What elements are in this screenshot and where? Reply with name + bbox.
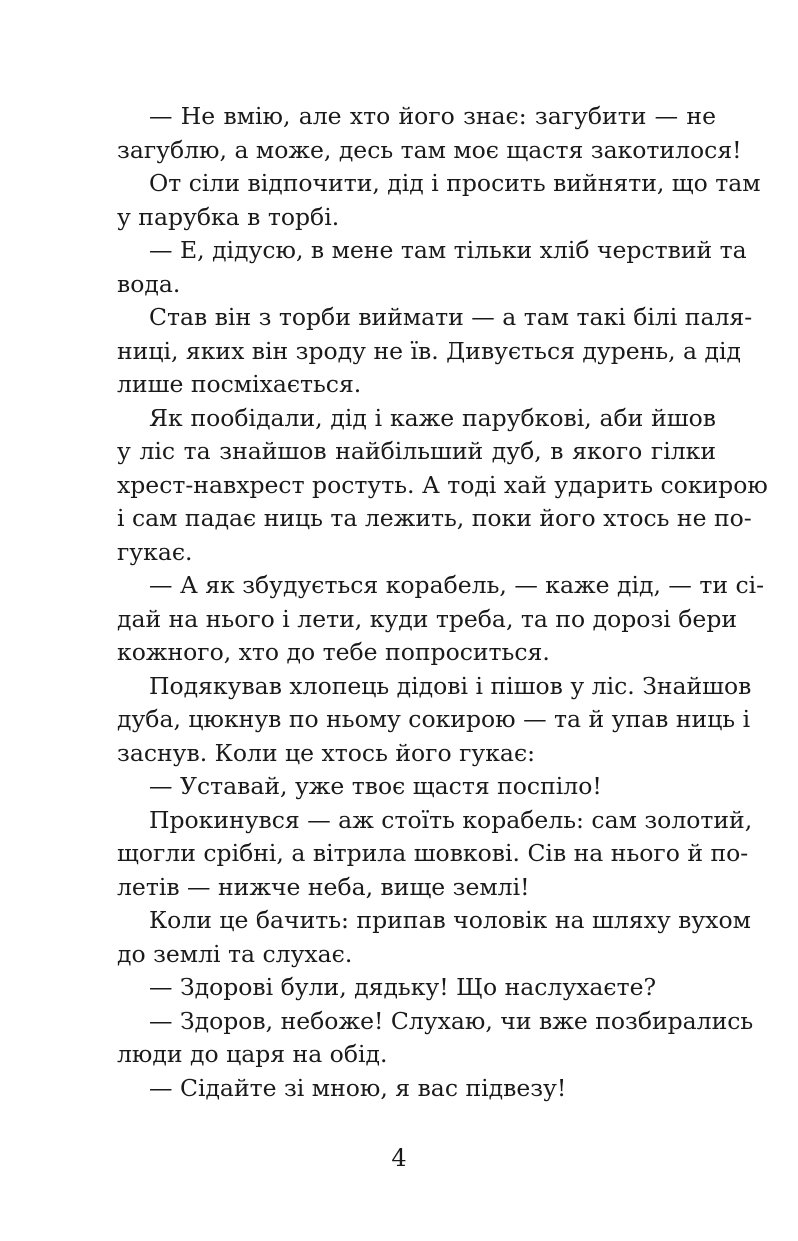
text-line: загублю, а може, десь там моє щастя закотилося! — [117, 135, 742, 164]
text-line: лише посміхається. — [117, 370, 362, 398]
text-line: — Е, дідусю, в мене там тільки хліб черствий та — [149, 236, 747, 264]
paragraph — [117, 569, 765, 670]
text-line: Став він з торби виймати — а там такі білі паля- — [149, 303, 753, 331]
paragraph — [117, 167, 761, 234]
text-line: гукає. — [117, 537, 193, 566]
paragraph — [117, 971, 716, 1005]
text-line: дай на нього і лети, куди треба, та по дорозі бери — [117, 604, 738, 633]
page-number: 4 — [391, 1144, 407, 1172]
text-line: Прокинувся — аж стоїть корабель: сам золотий, — [149, 805, 753, 834]
paragraph — [117, 301, 753, 402]
text-line: — Сідайте зі мною, я вас підвезу! — [149, 1073, 567, 1102]
text-line: Коли це бачить: припав чоловік на шляху вухом — [149, 906, 751, 934]
text-line: — Здоров, небоже! Слухаю, чи вже позбирались — [149, 1006, 754, 1035]
text-line: заснув. Коли це хтось його гукає: — [117, 738, 536, 767]
text-line: у ліс та знайшов найбільший дуб, в якого гілки — [117, 437, 716, 465]
text-line: і сам падає ниць та лежить, поки його хтось не по- — [117, 504, 752, 532]
body-text — [117, 100, 768, 1105]
text-line: у парубка в торбі. — [117, 202, 340, 231]
text-line: хрест-навхрест ростуть. А тоді хай ударить сокирою — [117, 470, 768, 499]
text-line: — Здорові були, дядьку! Що наслухаєте? — [149, 973, 657, 1001]
text-line: ниці, яких він зроду не їв. Дивується дурень, а дід — [117, 336, 741, 365]
paragraph — [117, 1005, 754, 1072]
text-line: — А як збудується корабель, — каже дід, — ти сі- — [149, 571, 765, 599]
paragraph — [117, 100, 742, 167]
paragraph — [117, 670, 752, 771]
text-line: Як пообідали, дід і каже парубкові, аби йшов — [149, 403, 716, 432]
text-line: Подякував хлопець дідові і пішов у ліс. Знайшов — [149, 671, 752, 700]
paragraph — [117, 804, 753, 905]
paragraph — [117, 770, 716, 804]
text-line: до землі та слухає. — [117, 939, 353, 968]
text-line: люди до царя на обід. — [117, 1040, 388, 1068]
text-line: летів — нижче неба, вище землі! — [117, 872, 530, 901]
text-line: — Не вмію, але хто його знає: загубити — не — [149, 102, 716, 130]
text-line: кожного, хто до тебе попроситься. — [117, 638, 550, 666]
text-line: — Уставай, уже твоє щастя поспіло! — [149, 772, 602, 800]
text-line: вода. — [117, 269, 181, 298]
text-line: дуба, цюкнув по ньому сокирою — та й упав ниць і — [117, 705, 751, 733]
paragraph — [117, 904, 751, 971]
paragraph — [117, 402, 768, 570]
text-line: От сіли відпочити, дід і просить вийняти, що там — [149, 169, 761, 197]
paragraph — [117, 1072, 716, 1106]
paragraph — [117, 234, 747, 301]
text-line: щогли срібні, а вітрила шовкові. Сів на нього й по- — [117, 839, 749, 867]
